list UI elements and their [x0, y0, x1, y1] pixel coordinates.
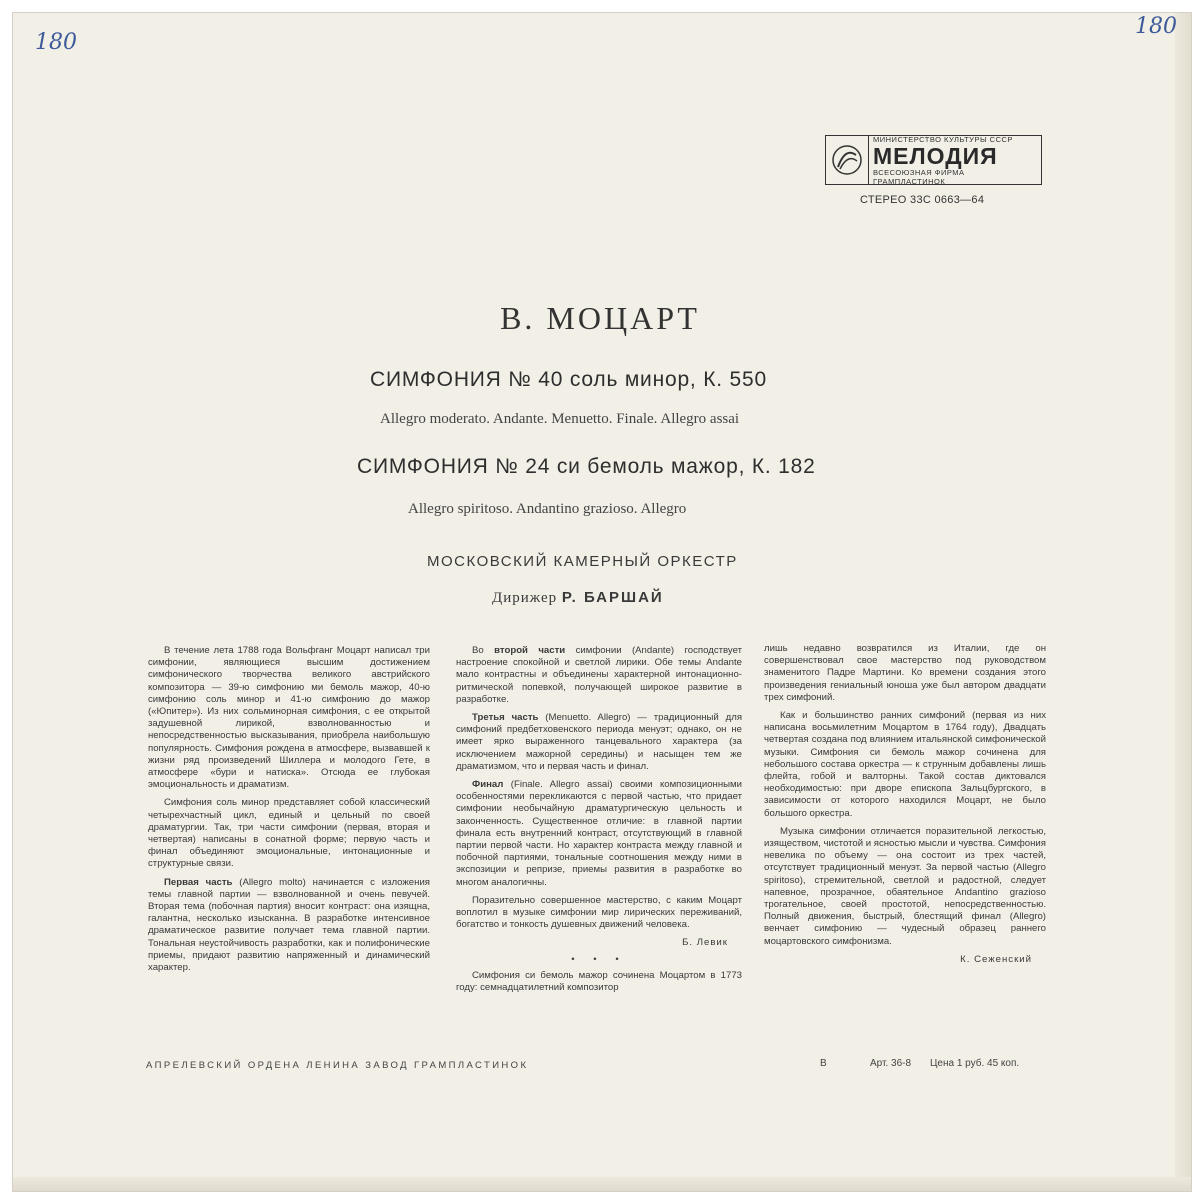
author-signature: Б. Левик	[682, 937, 728, 949]
composer-name: В. МОЦАРТ	[500, 300, 700, 336]
conductor-label: Дирижер	[492, 590, 558, 606]
paragraph-text: (Finale. Allegro assai) своими композиционными особенностями перекликаются с первой частью, что придает симфонии необычайную драматургическую цельность и законченность. Существенное отличие: в главной партии финала есть внутренний контраст, отсутствующий в главной партии первой части. Но характер контраста между главной и побочной партиями, тональные соотношения между ними в экспозиции и репризе, приемы развития в разработке во многом аналогичны.	[456, 779, 742, 888]
sleeve-edge-bottom	[13, 1177, 1191, 1191]
liner-notes-column-2	[456, 645, 742, 1000]
paragraph-text: симфонии (Andante) господствует настроение спокойной и светлой лирики. Обе темы Andante мало контрастны и объединены характерной интонационно-ритмической попевкой, получающей широкое развитие в разработке.	[456, 645, 743, 705]
manufacturer-line: АПРЕЛЕВСКИЙ ОРДЕНА ЛЕНИНА ЗАВОД ГРАМПЛАСТИНОК	[146, 1060, 529, 1071]
symphony-24-title: СИМФОНИЯ № 24 си бемоль мажор, К. 182	[357, 455, 816, 478]
paragraph: Музыка симфонии отличается поразительной легкостью, изяществом, чистотой и ясностью мысли и чувства. Симфония невелика по объему — она состоит из трех частей, отсутствует традиционный менуэт. За первой частью (Allegro spiritoso), стремительной, светлой и радостной, следует напевное, прозрачное, обаятельное Andantino grazioso трогательное, своей простотой, непосредственностью. Полный движения, быстрый, блестящий финал (Allegro) венчает симфонию — чудесный образец раннего моцартовского симфонизма.	[764, 825, 1046, 947]
logo-company-text: ВСЕСОЮЗНАЯ ФИРМА ГРАМПЛАСТИНОК	[873, 167, 965, 186]
article-number: Арт. 36-8	[870, 1058, 912, 1069]
conductor-name: Р. БАРШАЙ	[561, 589, 664, 606]
paragraph	[456, 712, 742, 773]
liner-notes-column-3	[764, 643, 1046, 970]
paragraph-text: (Menuetto. Allegro) — традиционный для симфоний предбетховенского периода менуэт; однако, он не имеет ярко выраженного танцевального характера (за исключением мажорной середины) и насыщен тем же драматизмом, что и первая часть и финал.	[456, 712, 743, 772]
paragraph	[148, 877, 430, 975]
paragraph: Как и большинство ранних симфоний (первая из них написана восьмилетним Моцартом в 1764 году), Двадцать четвертая создана под влиянием итальянской симфонической музыки. Симфония си бемоль мажор сочинена для небольшого состава оркестра — к струнным добавлены лишь флейта, гобой и валторны. Такой состав диктовался необходимостью: при дворе епископа Зальцбургского, в зависимости от которого находился Моцарт, не было большого оркестра.	[764, 710, 1046, 819]
orchestra-name: МОСКОВСКИЙ КАМЕРНЫЙ ОРКЕСТР	[427, 553, 738, 570]
bold-term: Финал	[472, 779, 504, 791]
melodiya-logo	[825, 135, 1042, 185]
paragraph-text: (Allegro molto) начинается с изложения темы главной партии — взволнованной и очень певучей. Вторая тема (побочная партия) вносит контраст: она изящна, галантна, несколько изысканна. В разработке интенсивное драматическое развитие получает тема главной партии. Тональная неустойчивость разработки, как и полифонические приемы, придают развитию напряженный и динамический характер.	[148, 876, 430, 974]
price: Цена 1 руб. 45 коп.	[930, 1058, 1020, 1069]
author-signature: К. Сеженский	[960, 953, 1032, 965]
paragraph	[456, 779, 742, 889]
paragraph	[456, 645, 742, 706]
conductor-line	[492, 589, 664, 607]
melodiya-emblem-icon	[826, 136, 869, 184]
paragraph: Симфония си бемоль мажор сочинена Моцартом в 1773 году: семнадцатилетний композитор	[456, 969, 742, 994]
symphony-40-movements: Allegro moderato. Andante. Menuetto. Finale. Allegro assai	[380, 411, 740, 427]
paragraph: Симфония соль минор представляет собой классический четырехчастный цикл, единый и цельный по своей драматургии. Так, три части симфонии (первая, вторая и четвертая) написаны в сонатной форме; первую часть и финал объединяют эмоциональные, интонационные и структурные связи.	[148, 797, 430, 870]
section-separator: • • •	[571, 953, 627, 965]
bold-term: Третья часть	[472, 712, 539, 724]
bold-term: второй части	[494, 645, 566, 656]
logo-ministry-text: МИНИСТЕРСТВО КУЛЬТУРЫ СССР	[873, 134, 1013, 144]
symphony-24-movements: Allegro spiritoso. Andantino grazioso. Allegro	[408, 501, 687, 517]
catalog-number: СТЕРЕО 33С 0663—64	[860, 194, 985, 206]
series-letter: В	[820, 1058, 827, 1069]
sleeve-edge-right	[1175, 13, 1191, 1191]
paragraph: Поразительно совершенное мастерство, с каким Моцарт воплотил в музыке симфонии мир лирических переживаний, богатство и тонкость душевных движений человека.	[456, 894, 742, 931]
logo-brand-name: МЕЛОДИЯ	[873, 142, 998, 169]
symphony-40-title: СИМФОНИЯ № 40 соль минор, К. 550	[370, 368, 767, 391]
handwritten-number-right: 180	[1135, 14, 1177, 39]
paragraph: В течение лета 1788 года Вольфганг Моцарт написал три симфонии, являющиеся высшим достижением симфонического творчества великого австрийского композитора — 39-ю симфонию ми бемоль мажор, 40-ю симфонию соль минор и 41-ю симфонию до мажор («Юпитер»). Из них сольминорная симфония, с ее открытой задушевной лирикой, взволнованностью и непосредственностью высказывания, приобрела наибольшую популярность. Симфония рождена в атмосфере, вызвавшей к жизни ряд произведений Шиллера и молодого Гете, в атмосфере «бури и натиска». Отсюда ее глубокая эмоциональность и драматизм.	[148, 645, 430, 791]
handwritten-number-left: 180	[35, 30, 77, 55]
paragraph-text: Во	[472, 645, 495, 656]
liner-notes-column-1	[148, 645, 430, 980]
bold-term: Первая часть	[164, 876, 233, 888]
paragraph: лишь недавно возвратился из Италии, где он совершенствовал свое мастерство под руководством знаменитого Падре Мартини. Ко времени создания этого произведения гениальный юноша уже был автором двадцати трех симфоний.	[764, 643, 1046, 703]
